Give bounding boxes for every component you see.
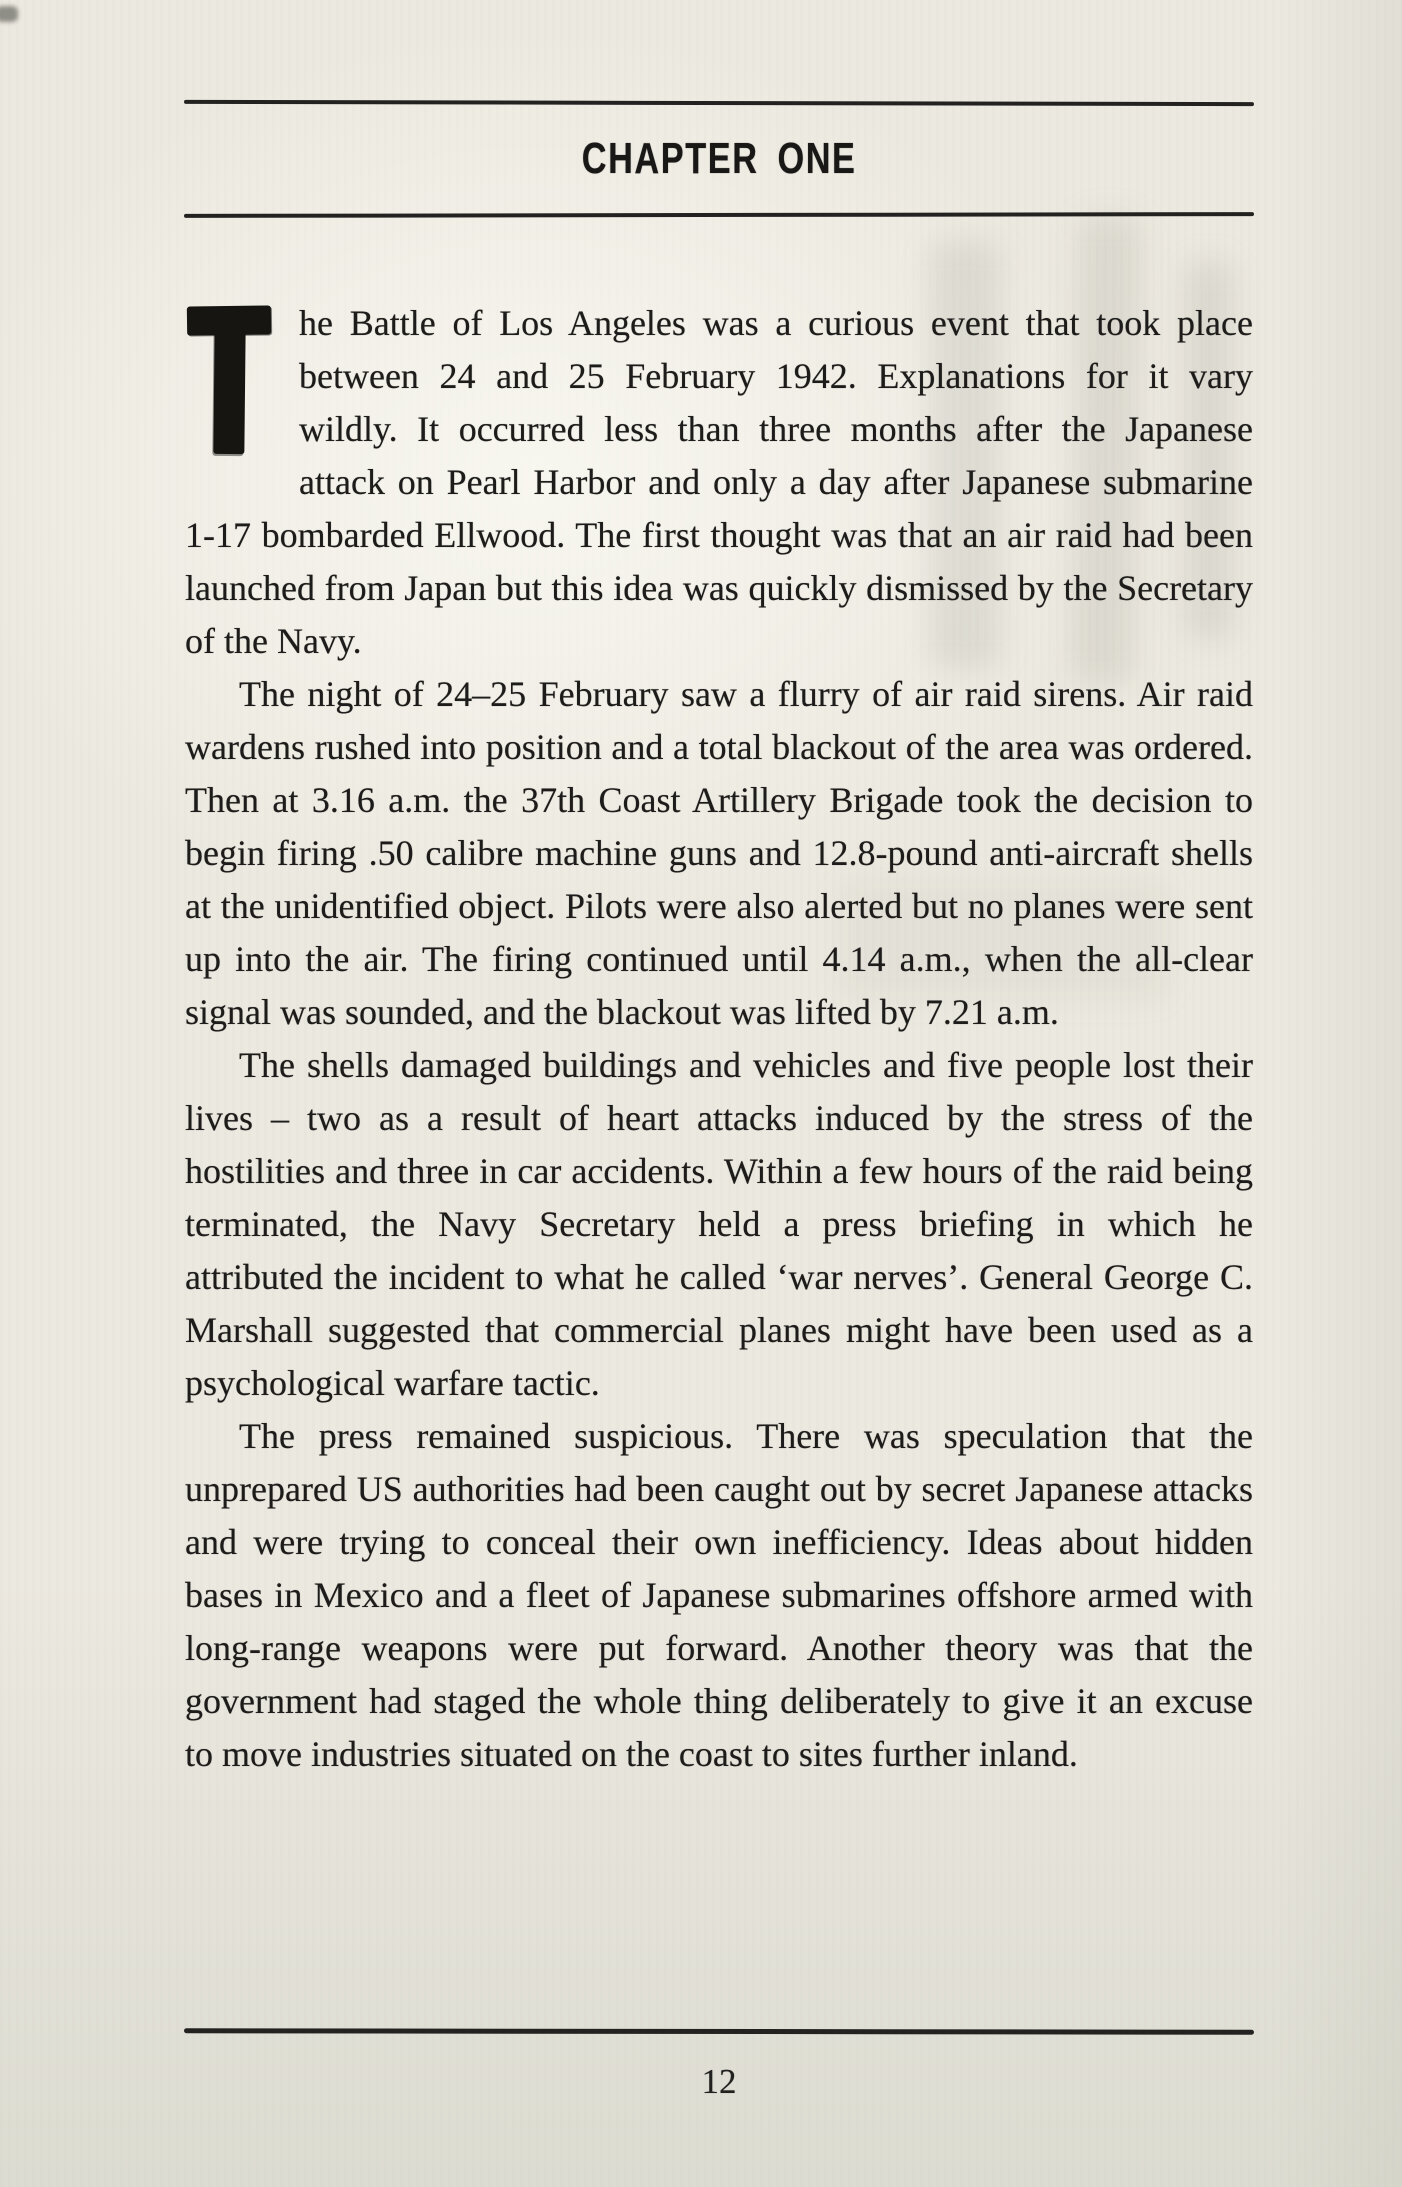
paragraph-1-text: he Battle of Los Angeles was a curious event that took place between 24 and 25 February 1942. Explanations for it vary wildly. It occurred less than three months after the Japanese attack on Pearl Harbor and only a day after Japanese submarine 1-17 bombarded Ellwood. The first thought was that an air raid had been launched from Japan but this idea was quickly dismissed by the Secretary of the Navy. — [185, 303, 1253, 661]
paragraph-1 — [185, 297, 1253, 668]
dropcap-letter-T — [187, 306, 271, 456]
dropcap-stem — [213, 328, 245, 454]
page-number: 12 — [701, 2062, 737, 2101]
chapter-heading: CHAPTER ONE — [581, 134, 857, 183]
paragraph-2: The night of 24–25 February saw a flurry of air raid sirens. Air raid wardens rushed into position and a total blackout of the area was ordered. Then at 3.16 a.m. the 37th Coast Artillery Brigade took the decision to begin firing .50 calibre machine guns and 12.8-pound anti-aircraft shells at the unidentified object. Pilots were also alerted but no planes were sent up into the air. The firing continued until 4.14 a.m., when the all-clear signal was sounded, and the blackout was lifted by 7.21 a.m. — [185, 674, 1253, 1032]
paragraph-4: The press remained suspicious. There was speculation that the unprepared US authorities had been caught out by secret Japanese attacks and were trying to conceal their own inefficiency. Ideas about hidden bases in Mexico and a fleet of Japanese submarines offshore armed with long-range weapons were put forward. Another theory was that the government had staged the whole thing deliberately to give it an excuse to move industries situated on the coast to sites further inland. — [185, 1416, 1253, 1774]
chapter-heading-wrap — [184, 134, 1254, 184]
body-text — [185, 297, 1253, 1781]
paragraph-3: The shells damaged buildings and vehicles and five people lost their lives – two as a result of heart attacks induced by the stress of the hostilities and three in car accidents. Within a few hours of the raid being terminated, the Navy Secretary held a press briefing in which he attributed the incident to what he called ‘war nerves’. General George C. Marshall suggested that commercial planes might have been used as a psychological warfare tactic. — [185, 1045, 1253, 1403]
heading-rule-top — [184, 100, 1254, 106]
footer-rule — [184, 2028, 1254, 2034]
scan-smudge — [0, 6, 18, 22]
